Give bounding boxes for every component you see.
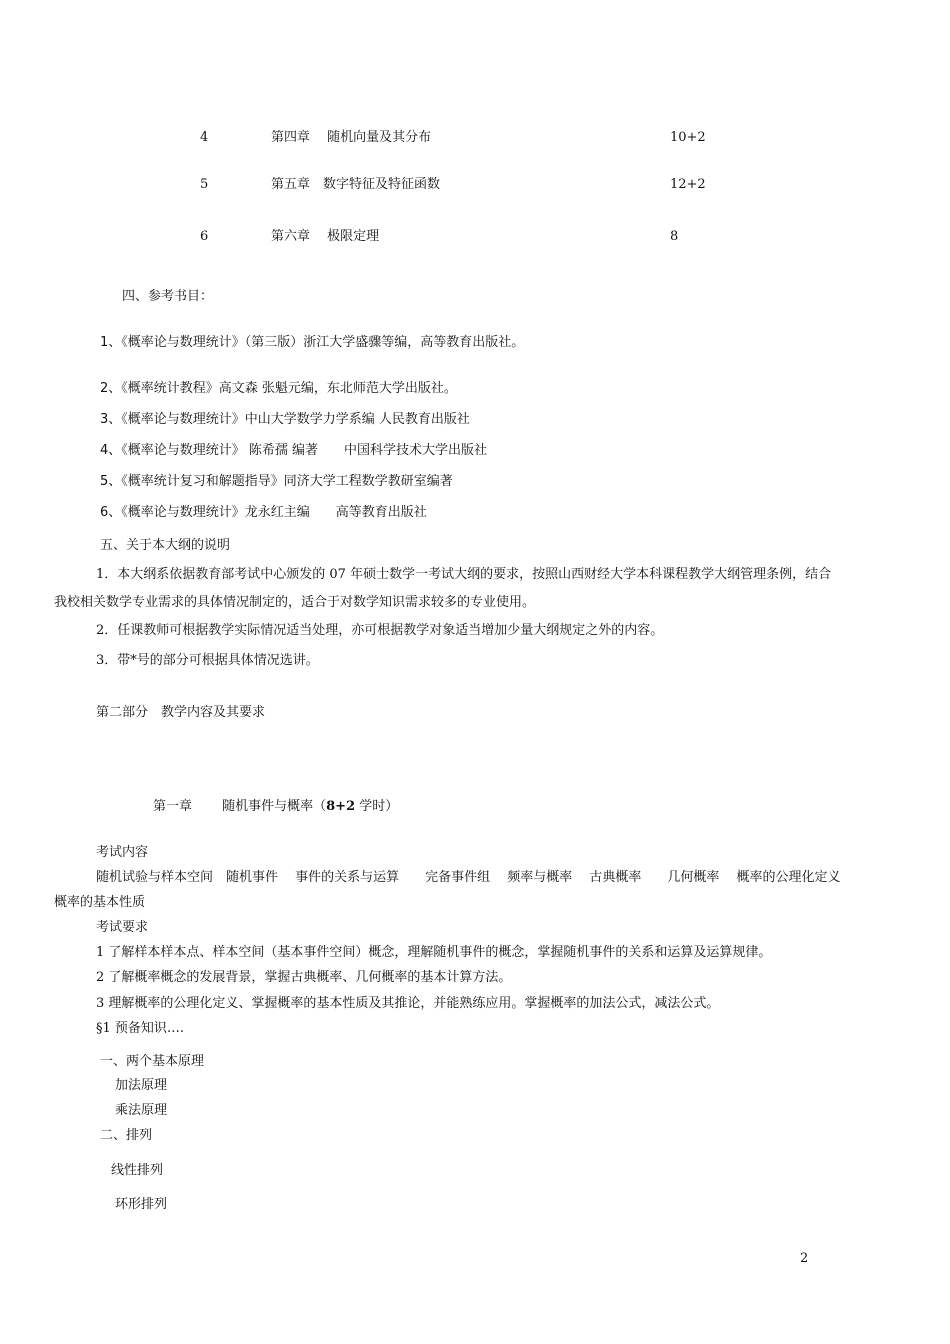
- table-row-chapter: 第五章 数字特征及特征函数: [271, 177, 441, 192]
- exam-content-line-1: 随机试验与样本空间 随机事件 事件的关系与运算 完备事件组 频率与概率 古典概率 几何概率 概率的公理化定义: [96, 870, 841, 885]
- multiplication-principle: 乘法原理: [115, 1103, 168, 1118]
- table-row-num: 4: [200, 130, 209, 145]
- table-row-hours: 12+2: [670, 177, 706, 192]
- chapter-one-suffix: 学时）: [355, 799, 399, 814]
- exam-requirements-label: 考试要求: [96, 920, 149, 935]
- chapter-one-hours: 8+2: [326, 799, 356, 814]
- note-paragraph-1-line-1: 1．本大纲系依据教育部考试中心颁发的 07 年硕士数学一考试大纲的要求，按照山西财经大学本科课程教学大纲管理条例，结合: [96, 567, 832, 582]
- reference-item: 4、《概率论与数理统计》 陈希孺 编著 中国科学技术大学出版社: [100, 443, 488, 458]
- reference-item: 6、《概率论与数理统计》龙永红主编 高等教育出版社: [100, 505, 427, 520]
- linear-permutation: 线性排列: [111, 1163, 164, 1178]
- reference-item: 5、《概率统计复习和解题指导》同济大学工程数学教研室编著: [100, 474, 453, 489]
- table-row-hours: 10+2: [670, 130, 706, 145]
- reference-item: 1、《概率论与数理统计》（第三版）浙江大学盛骤等编，高等教育出版社。: [100, 335, 525, 350]
- references-heading: 四、参考书目：: [122, 289, 214, 304]
- principles-heading: 一、两个基本原理: [100, 1054, 205, 1069]
- note-paragraph-1-line-2: 我校相关数学专业需求的具体情况制定的，适合于对数学知识需求较多的专业使用。: [54, 595, 536, 610]
- table-row-hours: 8: [670, 229, 679, 244]
- table-row-num: 5: [200, 177, 209, 192]
- part-two-heading: 第二部分 教学内容及其要求: [96, 705, 266, 720]
- exam-content-label: 考试内容: [96, 845, 149, 860]
- note-paragraph-2: 2．任课教师可根据教学实际情况适当处理，亦可根据教学对象适当增加少量大纲规定之外的内容。: [96, 623, 664, 638]
- note-paragraph-3: 3．带*号的部分可根据具体情况选讲。: [96, 653, 319, 668]
- exam-requirement-item: 3 理解概率的公理化定义、掌握概率的基本性质及其推论，并能熟练应用。掌握概率的加法公式，减法公式。: [96, 996, 720, 1011]
- page-number: 2: [800, 1251, 809, 1266]
- exam-requirement-item: 2 了解概率概念的发展背景，掌握古典概率、几何概率的基本计算方法。: [96, 970, 512, 985]
- table-row-chapter: 第六章 极限定理: [271, 229, 380, 244]
- reference-item: 3、《概率论与数理统计》中山大学数学力学系编 人民教育出版社: [100, 412, 470, 427]
- table-row-chapter: 第四章 随机向量及其分布: [271, 130, 432, 145]
- chapter-one-heading: [153, 798, 398, 816]
- reference-item: 2、《概率统计教程》高文森 张魁元编，东北师范大学出版社。: [100, 381, 457, 396]
- section-one-heading: §1 预备知识….: [96, 1021, 185, 1036]
- circular-permutation: 环形排列: [115, 1197, 168, 1212]
- exam-content-line-2: 概率的基本性质: [54, 895, 146, 910]
- addition-principle: 加法原理: [115, 1078, 168, 1093]
- chapter-one-prefix: 第一章 随机事件与概率（: [153, 799, 327, 814]
- exam-requirement-item: 1 了解样本样本点、样本空间（基本事件空间）概念，理解随机事件的概念，掌握随机事件的关系和运算及运算规律。: [96, 945, 772, 960]
- notes-heading: 五、关于本大纲的说明: [100, 538, 231, 553]
- table-row-num: 6: [200, 229, 209, 244]
- permutation-heading: 二、排列: [100, 1128, 153, 1143]
